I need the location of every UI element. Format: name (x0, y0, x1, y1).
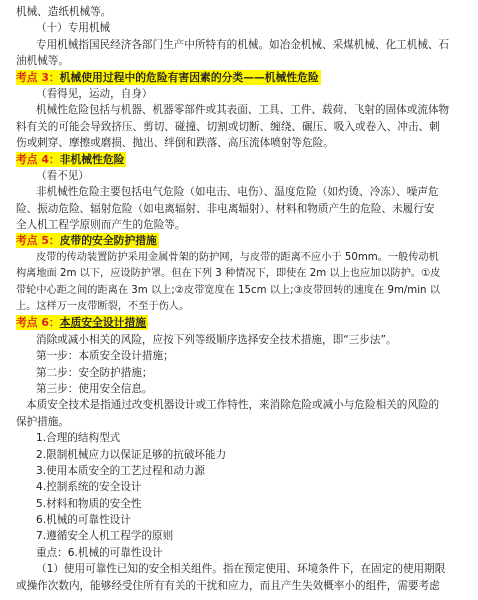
list-item: 6.机械的可靠性设计 (36, 514, 131, 527)
step-1: 第一步：本质安全设计措施； (36, 350, 174, 363)
text-line: 或操作次数内，能够经受住所有有关的干扰和应力，而且产生失效概率小的组件，需要考虑 (16, 579, 440, 592)
list-item: （1）使用可靠性已知的安全相关组件。指在预定使用、环境条件下，在固定的使用期限 (36, 563, 446, 576)
list-item: 重点：6.机械的可靠性设计 (36, 546, 163, 559)
point-title: 本质安全设计措施 (59, 316, 147, 330)
list-item: 3.使用本质安全的工艺过程和动力源 (36, 464, 206, 477)
point-3-heading (16, 70, 466, 86)
point-6-heading (16, 315, 466, 331)
text-line: 消除或减小相关的风险，应按下列等级顺序选择安全技术措施，即“三步法”。 (36, 333, 397, 346)
point-highlight (16, 233, 159, 248)
point-4-heading (16, 152, 466, 168)
list-item: 1.合理的结构型式 (36, 432, 121, 445)
text-line: （看得见，运动，自身） (36, 87, 153, 100)
list-item: 5.材料和物质的安全性 (36, 497, 142, 510)
text-line: 保护措施。 (16, 415, 69, 428)
text-line: 伤或刺穿、摩擦或磨损、抛出、绊倒和跌落、高压流体喷射等危险。 (16, 137, 334, 150)
point-highlight (16, 315, 148, 330)
step-2: 第二步：安全防护措施； (36, 366, 153, 379)
list-item: 2.限制机械应力以保证足够的抗破坏能力 (36, 448, 227, 461)
text-line: 专用机械指国民经济各部门生产中所特有的机械。如冶金机械、采煤机械、化工机械、石 (36, 38, 450, 51)
text-line: 险、振动危险、辐射危险（如电离辐射、非电离辐射）、材料和物质产生的危险、未履行安 (16, 202, 435, 215)
point-highlight (16, 70, 321, 85)
point-title: 皮带的安全防护措施 (59, 234, 157, 248)
step-3: 第三步：使用安全信息。 (36, 382, 153, 395)
list-item: 4.控制系统的安全设计 (36, 481, 142, 494)
text-line: 本质安全技术是指通过改变机器设计或工作特性，来消除危险或减小与危险相关的风险的 (26, 399, 440, 412)
text-line: 皮带的传动装置防护采用金属骨架的防护网，与皮带的距离不应小于 50mm。一般传动机 (36, 251, 439, 263)
point-label: 考点 4： (16, 152, 60, 166)
text-line: 机械性危险包括与机器、机器零部件或其表面、工具、工件、载荷、飞射的固体或流体物 (36, 104, 450, 117)
text-line: 带轮中心距之间的距离在 3m 以上;②皮带宽度在 15cm 以上;③皮带回转的速度在 9m/min 以 (16, 284, 440, 296)
point-highlight (16, 152, 126, 167)
text-line: 非机械性危险主要包括电气危险（如电击、电伤）、温度危险（如灼烫、冷冻）、噪声危 (36, 186, 439, 199)
text-line: （看不见） (36, 169, 89, 182)
text-line: 料有关的可能会导致挤压、剪切、碰撞、切割或切断、缠绕、碾压、吸入或卷入、冲击、刺 (16, 120, 440, 133)
point-title: 非机械性危险 (59, 152, 125, 166)
list-item: 7.遵循安全人机工程学的原则 (36, 530, 174, 543)
point-label: 考点 5： (16, 234, 60, 248)
text-line: 构离地面 2m 以下，应设防护罩。但在下列 3 种情况下，即使在 2m 以上也应加以防护。①皮 (16, 268, 441, 280)
text-line: 油机械等。 (16, 55, 69, 68)
point-label: 考点 6： (16, 316, 60, 330)
point-title: 机械使用过程中的危险有害因素的分类——机械性危险 (59, 70, 319, 84)
point-5-heading (16, 233, 466, 249)
point-label: 考点 3： (16, 70, 60, 84)
text-line: 全人机工程学原则而产生的危险等。 (16, 219, 186, 232)
text-line: 上。这样万一皮带断裂，不至于伤人。 (16, 301, 190, 312)
text-line: （十）专用机械 (36, 22, 111, 35)
text-line: 机械、造纸机械等。 (16, 6, 112, 18)
